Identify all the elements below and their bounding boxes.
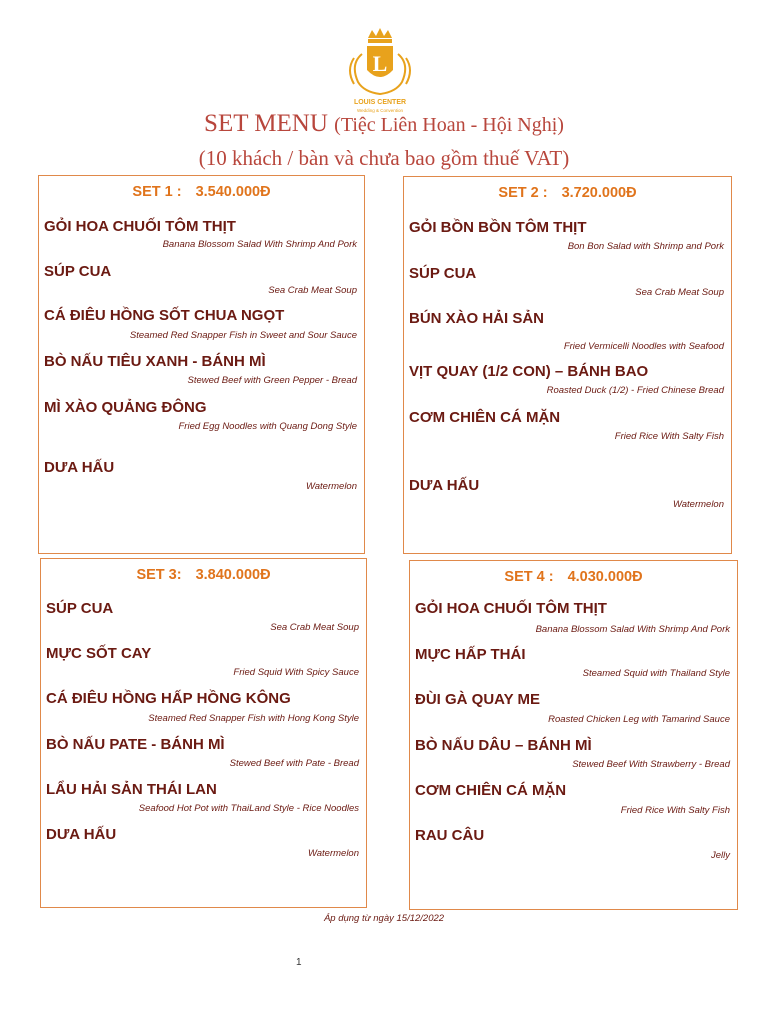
- dish-name: MỰC SỐT CAY: [46, 645, 152, 662]
- title-sub: (Tiệc Liên Hoan - Hội Nghị): [334, 114, 564, 136]
- dish-name: BÚN XÀO HẢI SẢN: [409, 310, 545, 327]
- dish-name: BÒ NẤU PATE - BÁNH MÌ: [46, 736, 225, 753]
- set-header: [404, 185, 731, 201]
- set-label: SET 3:: [136, 567, 182, 583]
- dish-item: [44, 459, 359, 492]
- dish-name: GỎI HOA CHUỐI TÔM THỊT: [44, 218, 236, 235]
- dish-english: Bon Bon Salad with Shrimp and Pork: [567, 241, 724, 252]
- dish-english: Fried Squid With Spicy Sauce: [233, 667, 359, 678]
- dish-name: BÒ NẤU DÂU – BÁNH MÌ: [415, 737, 592, 754]
- svg-text:L: L: [372, 51, 388, 76]
- logo-line2: Wedding & Convention: [357, 108, 403, 113]
- dish-english: Fried Rice With Salty Fish: [620, 805, 730, 816]
- dish-name: MÌ XÀO QUẢNG ĐÔNG: [44, 399, 207, 416]
- dish-english: Sea Crab Meat Soup: [635, 287, 724, 298]
- dish-english: Steamed Red Snapper Fish with Hong Kong Style: [148, 713, 359, 724]
- effective-date-note: Áp dụng từ ngày 15/12/2022: [323, 913, 445, 924]
- title-main: SET MENU: [204, 110, 328, 137]
- dish-name: BÒ NẤU TIÊU XANH - BÁNH MÌ: [44, 353, 266, 370]
- dish-item: [46, 690, 361, 724]
- dish-name: CƠM CHIÊN CÁ MẶN: [409, 409, 561, 426]
- dish-item: [409, 219, 726, 252]
- set-price: 3.840.000Đ: [195, 567, 271, 583]
- dish-english: Stewed Beef with Pate - Bread: [229, 758, 359, 769]
- dish-name: SÚP CUA: [46, 600, 114, 617]
- set-price: 4.030.000Đ: [567, 569, 643, 585]
- dish-english: Roasted Chicken Leg with Tamarind Sauce: [548, 714, 730, 725]
- dish-item: [409, 265, 726, 298]
- dish-name: SÚP CUA: [409, 265, 477, 282]
- dish-item: [409, 477, 726, 510]
- page-subtitle: (10 khách / bàn và chưa bao gồm thuế VAT): [198, 146, 570, 170]
- dish-item: [44, 353, 359, 386]
- dish-name: MỰC HẤP THÁI: [415, 646, 526, 663]
- dish-english: Fried Egg Noodles with Quang Dong Style: [178, 421, 357, 432]
- dish-item: [46, 600, 361, 633]
- set-label: SET 4 :: [504, 569, 554, 585]
- dish-name: RAU CÂU: [415, 827, 485, 844]
- dish-english: Roasted Duck (1/2) - Fried Chinese Bread: [546, 385, 724, 396]
- set-4-box: [409, 560, 738, 910]
- dish-item: [415, 827, 732, 861]
- dish-item: [409, 363, 726, 396]
- dish-name: DƯA HẤU: [46, 826, 117, 843]
- dish-english: Watermelon: [672, 499, 724, 510]
- page-title: [0, 110, 768, 138]
- dish-item: [46, 645, 361, 678]
- dish-name: CƠM CHIÊN CÁ MẶN: [415, 782, 567, 799]
- set-label: SET 2 :: [498, 185, 548, 201]
- dish-item: [44, 263, 359, 296]
- dish-english: Stewed Beef with Green Pepper - Bread: [187, 375, 357, 386]
- dish-item: [44, 399, 359, 432]
- dish-name: VỊT QUAY (1/2 CON) – BÁNH BAO: [409, 363, 649, 380]
- dish-english: Jelly: [710, 850, 730, 861]
- dish-english: Stewed Beef With Strawberry - Bread: [572, 759, 730, 770]
- dish-english: Fried Rice With Salty Fish: [614, 431, 724, 442]
- dish-item: [46, 826, 361, 859]
- dish-name: DƯA HẤU: [409, 477, 480, 494]
- dish-item: [415, 737, 732, 770]
- dish-name: GỎI BỒN BỒN TÔM THỊT: [409, 219, 587, 236]
- set-1-box: [38, 175, 365, 554]
- page-number: 1: [296, 957, 302, 968]
- dish-english: Banana Blossom Salad With Shrimp And Pork: [535, 624, 730, 635]
- dish-english: Sea Crab Meat Soup: [270, 622, 359, 633]
- dish-item: [46, 781, 361, 814]
- logo-line1: LOUIS CENTER: [353, 99, 407, 106]
- dish-item: [44, 307, 359, 341]
- set-price: 3.720.000Đ: [561, 185, 637, 201]
- dish-item: [44, 218, 359, 250]
- dish-name: DƯA HẤU: [44, 459, 115, 476]
- dish-item: [46, 736, 361, 769]
- dish-name: GỎI HOA CHUỐI TÔM THỊT: [415, 600, 607, 617]
- dish-item: [415, 646, 732, 679]
- dish-item: [409, 310, 726, 352]
- dish-item: [415, 600, 732, 635]
- set-3-box: [40, 558, 367, 908]
- dish-name: LẨU HẢI SẢN THÁI LAN: [46, 781, 217, 798]
- dish-english: Sea Crab Meat Soup: [268, 285, 357, 296]
- set-header: [39, 184, 364, 200]
- dish-item: [409, 409, 726, 442]
- dish-name: ĐÙI GÀ QUAY ME: [415, 691, 541, 708]
- dish-item: [415, 782, 732, 816]
- set-header: [410, 569, 737, 585]
- dish-english: Steamed Red Snapper Fish in Sweet and Sour Sauce: [129, 330, 357, 341]
- dish-english: Watermelon: [305, 481, 357, 492]
- set-price: 3.540.000Đ: [195, 184, 271, 200]
- set-header: [41, 567, 366, 583]
- dish-english: Banana Blossom Salad With Shrimp And Pork: [162, 239, 357, 250]
- set-2-box: [403, 176, 732, 554]
- set-label: SET 1 :: [132, 184, 182, 200]
- dish-english: Watermelon: [307, 848, 359, 859]
- dish-name: SÚP CUA: [44, 263, 112, 280]
- dish-english: Steamed Squid with Thailand Style: [582, 668, 730, 679]
- dish-english: Fried Vermicelli Noodles with Seafood: [563, 341, 724, 352]
- dish-name: CÁ ĐIÊU HỒNG SỐT CHUA NGỌT: [44, 307, 285, 324]
- louis-center-logo: [340, 24, 420, 114]
- dish-english: Seafood Hot Pot with ThaiLand Style - Rice Noodles: [138, 803, 359, 814]
- dish-name: CÁ ĐIÊU HỒNG HẤP HỒNG KÔNG: [46, 690, 291, 707]
- dish-item: [415, 691, 732, 725]
